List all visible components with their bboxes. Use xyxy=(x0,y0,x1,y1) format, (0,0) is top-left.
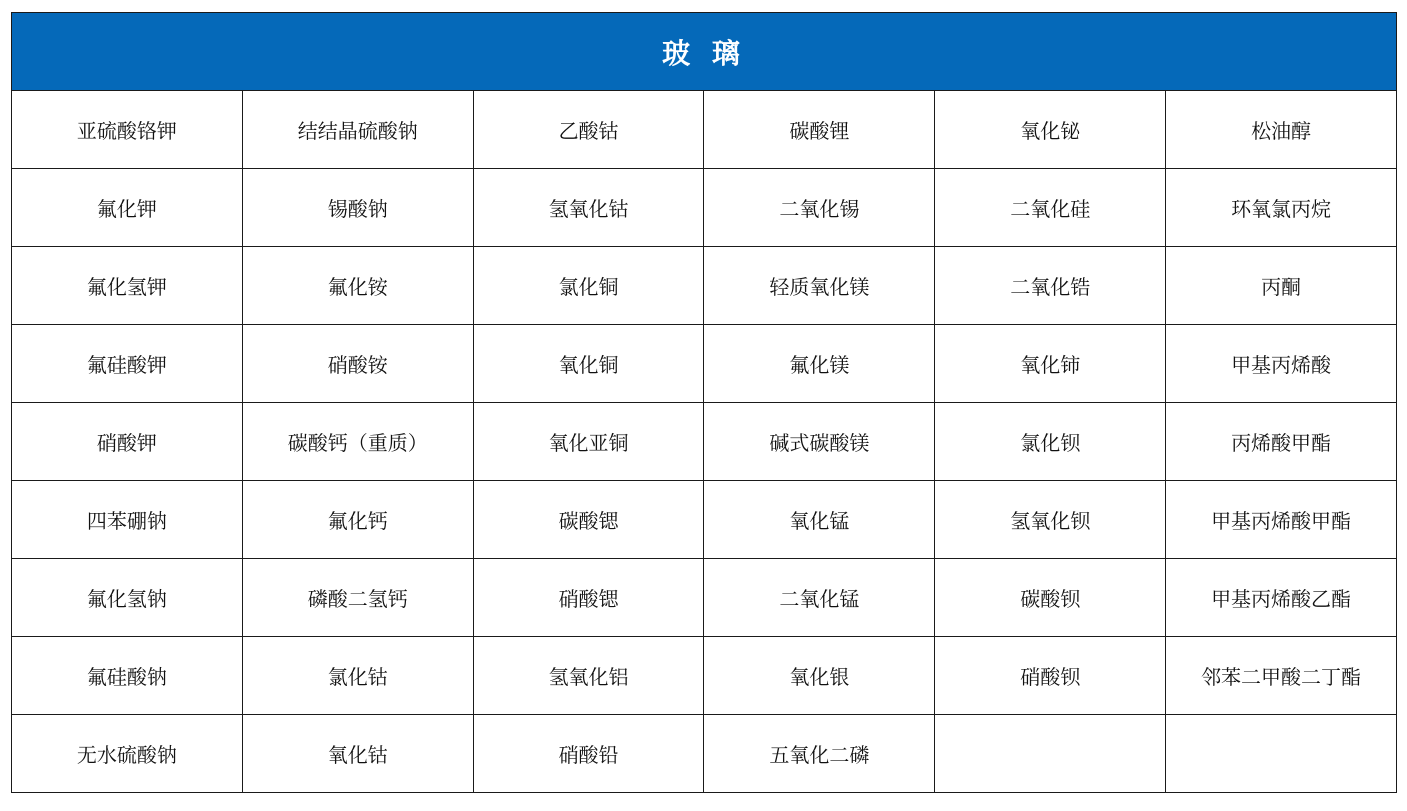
table-cell: 环氧氯丙烷 xyxy=(1166,169,1397,247)
chemicals-table xyxy=(11,90,1397,793)
table-cell: 氧化铜 xyxy=(473,325,704,403)
table-row xyxy=(12,169,1397,247)
table-cell: 硝酸钾 xyxy=(12,403,243,481)
table-cell: 碳酸锶 xyxy=(473,481,704,559)
table-cell: 氟化钾 xyxy=(12,169,243,247)
table-cell: 丙酮 xyxy=(1166,247,1397,325)
table-cell: 氧化锰 xyxy=(704,481,935,559)
table-cell: 邻苯二甲酸二丁酯 xyxy=(1166,637,1397,715)
table-row xyxy=(12,91,1397,169)
table-cell: 氧化钴 xyxy=(242,715,473,793)
table-cell: 二氧化锆 xyxy=(935,247,1166,325)
table-cell: 二氧化硅 xyxy=(935,169,1166,247)
table-cell: 二氧化锡 xyxy=(704,169,935,247)
table-cell: 氧化铈 xyxy=(935,325,1166,403)
table-cell: 氟化氢钠 xyxy=(12,559,243,637)
table-cell: 氧化铋 xyxy=(935,91,1166,169)
table-row xyxy=(12,325,1397,403)
table-cell: 氟硅酸钠 xyxy=(12,637,243,715)
table-cell: 磷酸二氢钙 xyxy=(242,559,473,637)
table-cell: 氟化钙 xyxy=(242,481,473,559)
table-cell: 无水硫酸钠 xyxy=(12,715,243,793)
table-row xyxy=(12,403,1397,481)
table-cell: 氯化钴 xyxy=(242,637,473,715)
table-cell: 亚硫酸铬钾 xyxy=(12,91,243,169)
table-cell: 硝酸锶 xyxy=(473,559,704,637)
table-cell: 硝酸钡 xyxy=(935,637,1166,715)
table-cell: 氢氧化铝 xyxy=(473,637,704,715)
table-row xyxy=(12,715,1397,793)
table-cell: 碳酸钙（重质） xyxy=(242,403,473,481)
table-cell: 碳酸锂 xyxy=(704,91,935,169)
table-cell: 氟硅酸钾 xyxy=(12,325,243,403)
table-cell: 硝酸铅 xyxy=(473,715,704,793)
table-cell: 甲基丙烯酸 xyxy=(1166,325,1397,403)
table-cell: 二氧化锰 xyxy=(704,559,935,637)
table-cell: 丙烯酸甲酯 xyxy=(1166,403,1397,481)
table-title: 玻 璃 xyxy=(11,12,1397,90)
table-cell: 氟化氢钾 xyxy=(12,247,243,325)
table-row xyxy=(12,559,1397,637)
table-cell: 甲基丙烯酸甲酯 xyxy=(1166,481,1397,559)
table-cell: 四苯硼钠 xyxy=(12,481,243,559)
chemicals-sheet xyxy=(11,12,1397,793)
empty-cell xyxy=(935,715,1166,793)
table-cell: 氧化银 xyxy=(704,637,935,715)
table-cell: 氯化铜 xyxy=(473,247,704,325)
empty-cell xyxy=(1166,715,1397,793)
table-cell: 轻质氧化镁 xyxy=(704,247,935,325)
table-row xyxy=(12,637,1397,715)
table-row xyxy=(12,247,1397,325)
table-cell: 结结晶硫酸钠 xyxy=(242,91,473,169)
table-cell: 硝酸铵 xyxy=(242,325,473,403)
table-cell: 松油醇 xyxy=(1166,91,1397,169)
table-cell: 氟化铵 xyxy=(242,247,473,325)
table-cell: 氯化钡 xyxy=(935,403,1166,481)
table-cell: 氟化镁 xyxy=(704,325,935,403)
table-cell: 氧化亚铜 xyxy=(473,403,704,481)
table-cell: 甲基丙烯酸乙酯 xyxy=(1166,559,1397,637)
table-cell: 五氧化二磷 xyxy=(704,715,935,793)
table-cell: 锡酸钠 xyxy=(242,169,473,247)
table-row xyxy=(12,481,1397,559)
table-cell: 氢氧化钡 xyxy=(935,481,1166,559)
table-cell: 乙酸钴 xyxy=(473,91,704,169)
table-cell: 氢氧化钴 xyxy=(473,169,704,247)
table-cell: 碱式碳酸镁 xyxy=(704,403,935,481)
table-cell: 碳酸钡 xyxy=(935,559,1166,637)
